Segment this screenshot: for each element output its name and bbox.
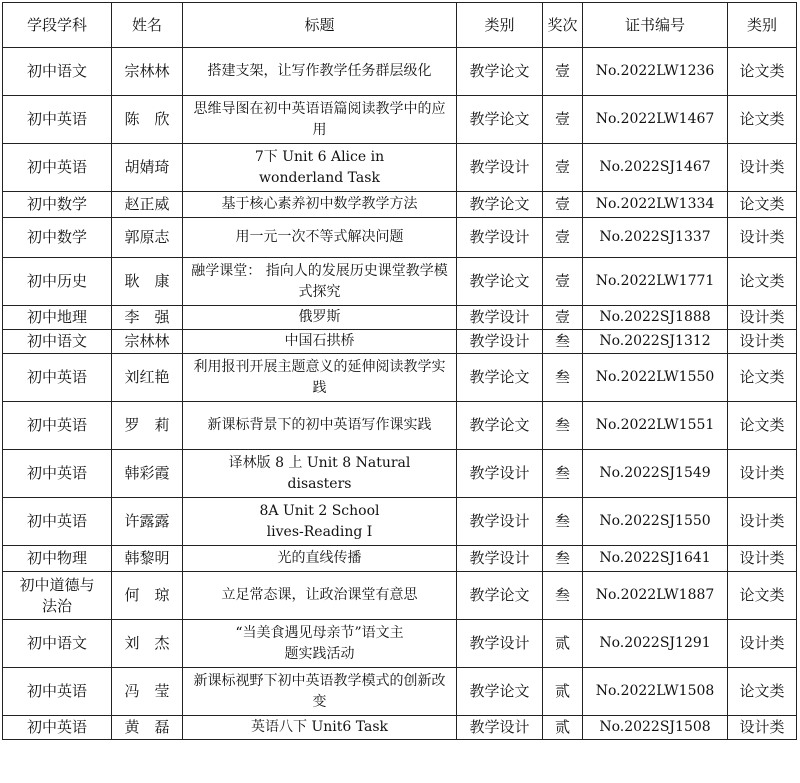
category-cell: 教学设计 — [457, 144, 543, 192]
name-cell: 冯 莹 — [112, 668, 183, 716]
header-subject: 学段学科 — [3, 3, 112, 48]
title-cell: 8A Unit 2 School lives-Reading I — [183, 498, 457, 546]
type-cell: 论文类 — [728, 668, 797, 716]
category-cell: 教学论文 — [457, 48, 543, 96]
category-cell: 教学论文 — [457, 192, 543, 218]
name-cell: 刘 杰 — [112, 620, 183, 668]
subject-cell: 初中英语 — [3, 668, 112, 716]
type-cell: 论文类 — [728, 354, 797, 402]
certificate-number-cell: No.2022LW1887 — [583, 572, 728, 620]
certificate-number-cell: No.2022SJ1337 — [583, 218, 728, 258]
table-row — [3, 218, 797, 258]
subject-cell: 初中英语 — [3, 498, 112, 546]
certificate-number-cell: No.2022LW1550 — [583, 354, 728, 402]
header-award-level: 奖次 — [543, 3, 583, 48]
name-cell: 许露露 — [112, 498, 183, 546]
certificate-number-cell: No.2022SJ1312 — [583, 330, 728, 354]
subject-cell: 初中英语 — [3, 354, 112, 402]
type-cell: 设计类 — [728, 546, 797, 572]
subject-cell: 初中英语 — [3, 450, 112, 498]
certificate-number-cell: No.2022SJ1549 — [583, 450, 728, 498]
certificate-number-cell: No.2022LW1236 — [583, 48, 728, 96]
title-cell: 基于核心素养初中数学教学方法 — [183, 192, 457, 218]
subject-cell: 初中道德与法治 — [3, 572, 112, 620]
table-row — [3, 402, 797, 450]
table-row — [3, 192, 797, 218]
type-cell: 论文类 — [728, 96, 797, 144]
type-cell: 设计类 — [728, 306, 797, 330]
type-cell: 设计类 — [728, 620, 797, 668]
type-cell: 论文类 — [728, 48, 797, 96]
type-cell: 论文类 — [728, 402, 797, 450]
certificate-number-cell: No.2022LW1467 — [583, 96, 728, 144]
award-level-cell: 壹 — [543, 192, 583, 218]
award-level-cell: 壹 — [543, 144, 583, 192]
subject-cell: 初中语文 — [3, 48, 112, 96]
certificate-number-cell: No.2022SJ1291 — [583, 620, 728, 668]
subject-cell: 初中物理 — [3, 546, 112, 572]
category-cell: 教学设计 — [457, 218, 543, 258]
award-level-cell: 叁 — [543, 330, 583, 354]
category-cell: 教学论文 — [457, 572, 543, 620]
subject-cell: 初中英语 — [3, 716, 112, 740]
category-cell: 教学设计 — [457, 330, 543, 354]
subject-cell: 初中地理 — [3, 306, 112, 330]
certificate-number-cell: No.2022SJ1508 — [583, 716, 728, 740]
name-cell: 宗林林 — [112, 330, 183, 354]
subject-cell: 初中数学 — [3, 192, 112, 218]
certificate-number-cell: No.2022LW1334 — [583, 192, 728, 218]
certificate-number-cell: No.2022SJ1467 — [583, 144, 728, 192]
type-cell: 论文类 — [728, 258, 797, 306]
title-cell: 中国石拱桥 — [183, 330, 457, 354]
table-row — [3, 306, 797, 330]
title-cell: 新课标背景下的初中英语写作课实践 — [183, 402, 457, 450]
title-cell: 搭建支架，让写作教学任务群层级化 — [183, 48, 457, 96]
table-row — [3, 96, 797, 144]
table-row — [3, 546, 797, 572]
table-row — [3, 258, 797, 306]
name-cell: 赵正威 — [112, 192, 183, 218]
title-cell: 英语八下 Unit6 Task — [183, 716, 457, 740]
header-type: 类别 — [728, 3, 797, 48]
type-cell: 设计类 — [728, 716, 797, 740]
type-cell: 论文类 — [728, 572, 797, 620]
category-cell: 教学设计 — [457, 546, 543, 572]
award-level-cell: 叁 — [543, 354, 583, 402]
name-cell: 黄 磊 — [112, 716, 183, 740]
table-row — [3, 330, 797, 354]
header-category: 类别 — [457, 3, 543, 48]
table-row — [3, 620, 797, 668]
name-cell: 郭原志 — [112, 218, 183, 258]
subject-cell: 初中英语 — [3, 96, 112, 144]
table-row — [3, 450, 797, 498]
table-row — [3, 48, 797, 96]
award-level-cell: 壹 — [543, 96, 583, 144]
subject-cell: 初中英语 — [3, 402, 112, 450]
certificate-number-cell: No.2022SJ1550 — [583, 498, 728, 546]
award-level-cell: 壹 — [543, 306, 583, 330]
table-row — [3, 144, 797, 192]
category-cell: 教学论文 — [457, 354, 543, 402]
header-name: 姓名 — [112, 3, 183, 48]
award-table — [2, 2, 797, 740]
award-level-cell: 壹 — [543, 218, 583, 258]
certificate-number-cell: No.2022LW1771 — [583, 258, 728, 306]
title-cell: 译林版 8 上 Unit 8 Natural disasters — [183, 450, 457, 498]
table-row — [3, 668, 797, 716]
type-cell: 设计类 — [728, 218, 797, 258]
subject-cell: 初中英语 — [3, 144, 112, 192]
title-cell: 光的直线传播 — [183, 546, 457, 572]
category-cell: 教学论文 — [457, 258, 543, 306]
category-cell: 教学设计 — [457, 498, 543, 546]
header-certificate-number: 证书编号 — [583, 3, 728, 48]
subject-cell: 初中数学 — [3, 218, 112, 258]
title-cell: 7下 Unit 6 Alice in wonderland Task — [183, 144, 457, 192]
table-row — [3, 716, 797, 740]
type-cell: 设计类 — [728, 498, 797, 546]
type-cell: 设计类 — [728, 330, 797, 354]
certificate-number-cell: No.2022SJ1641 — [583, 546, 728, 572]
name-cell: 何 琼 — [112, 572, 183, 620]
subject-cell: 初中语文 — [3, 620, 112, 668]
name-cell: 陈 欣 — [112, 96, 183, 144]
name-cell: 罗 莉 — [112, 402, 183, 450]
award-level-cell: 叁 — [543, 402, 583, 450]
certificate-number-cell: No.2022LW1551 — [583, 402, 728, 450]
category-cell: 教学论文 — [457, 668, 543, 716]
award-level-cell: 壹 — [543, 48, 583, 96]
category-cell: 教学设计 — [457, 716, 543, 740]
award-level-cell: 叁 — [543, 546, 583, 572]
title-cell: 用一元一次不等式解决问题 — [183, 218, 457, 258]
type-cell: 设计类 — [728, 450, 797, 498]
name-cell: 韩彩霞 — [112, 450, 183, 498]
award-level-cell: 贰 — [543, 668, 583, 716]
category-cell: 教学设计 — [457, 450, 543, 498]
name-cell: 刘红艳 — [112, 354, 183, 402]
subject-cell: 初中历史 — [3, 258, 112, 306]
title-cell: 新课标视野下初中英语教学模式的创新改变 — [183, 668, 457, 716]
certificate-number-cell: No.2022LW1508 — [583, 668, 728, 716]
table-row — [3, 498, 797, 546]
title-cell: 思维导图在初中英语语篇阅读教学中的应用 — [183, 96, 457, 144]
title-cell: 利用报刊开展主题意义的延伸阅读教学实践 — [183, 354, 457, 402]
name-cell: 宗林林 — [112, 48, 183, 96]
title-cell: “当美食遇见母亲节”语文主题实践活动 — [183, 620, 457, 668]
name-cell: 李 强 — [112, 306, 183, 330]
award-level-cell: 贰 — [543, 620, 583, 668]
title-cell: 俄罗斯 — [183, 306, 457, 330]
header-title: 标题 — [183, 3, 457, 48]
header-row — [3, 3, 797, 48]
certificate-number-cell: No.2022SJ1888 — [583, 306, 728, 330]
category-cell: 教学论文 — [457, 402, 543, 450]
category-cell: 教学设计 — [457, 306, 543, 330]
award-level-cell: 壹 — [543, 258, 583, 306]
award-level-cell: 叁 — [543, 450, 583, 498]
subject-cell: 初中语文 — [3, 330, 112, 354]
name-cell: 韩黎明 — [112, 546, 183, 572]
name-cell: 胡婧琦 — [112, 144, 183, 192]
type-cell: 设计类 — [728, 144, 797, 192]
type-cell: 论文类 — [728, 192, 797, 218]
title-cell: 融学课堂： 指向人的发展历史课堂教学模式探究 — [183, 258, 457, 306]
table-row — [3, 572, 797, 620]
table-row — [3, 354, 797, 402]
category-cell: 教学设计 — [457, 620, 543, 668]
name-cell: 耿 康 — [112, 258, 183, 306]
title-cell: 立足常态课，让政治课堂有意思 — [183, 572, 457, 620]
category-cell: 教学论文 — [457, 96, 543, 144]
award-level-cell: 贰 — [543, 716, 583, 740]
award-level-cell: 叁 — [543, 572, 583, 620]
award-level-cell: 叁 — [543, 498, 583, 546]
